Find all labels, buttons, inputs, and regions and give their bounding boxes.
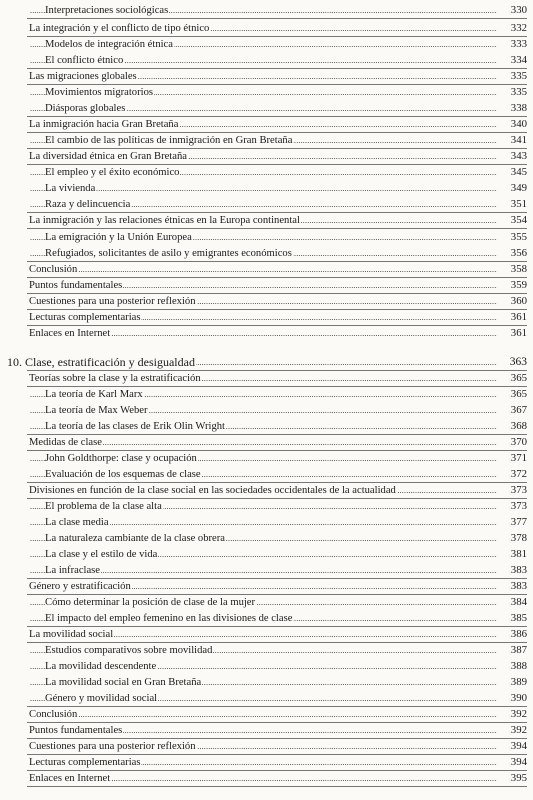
toc-section (0, 310, 533, 325)
entry-title: Raza y delincuencia (45, 199, 131, 210)
toc-subsection (0, 499, 533, 514)
separator-line (27, 786, 527, 787)
toc-section (0, 213, 533, 228)
entry-title: La diversidad étnica en Gran Bretaña (29, 151, 187, 162)
entry-title: Evaluación de los esquemas de clase (45, 469, 201, 480)
toc-subsection (0, 643, 533, 658)
toc-section (0, 707, 533, 722)
page-number: 383 (497, 579, 527, 594)
entry-title: Divisiones en función de la clase social en las sociedades occidentales de la actualidad (29, 485, 396, 496)
page-number: 338 (497, 101, 527, 116)
entry-title: Puntos fundamentales (29, 725, 123, 736)
page-number: 387 (497, 643, 527, 658)
toc-subsection (0, 691, 533, 706)
page-number: 343 (497, 149, 527, 164)
toc-subsection (0, 37, 533, 52)
toc-section (0, 723, 533, 738)
toc-subsection (0, 451, 533, 466)
toc-section (0, 278, 533, 293)
toc-section (0, 294, 533, 309)
page-number: 378 (497, 531, 527, 546)
separator-line (27, 18, 527, 19)
entry-title: Lecturas complementarias (29, 312, 141, 323)
page-number: 355 (497, 230, 527, 245)
entry-title: Conclusión (29, 264, 78, 275)
entry-title: La vivienda (45, 183, 96, 194)
page-number: 330 (497, 3, 527, 18)
toc-section (0, 627, 533, 642)
toc-subsection (0, 165, 533, 180)
page-number: 371 (497, 451, 527, 466)
toc-section (0, 579, 533, 594)
toc-section (0, 755, 533, 770)
page-number: 368 (497, 419, 527, 434)
toc-subsection (0, 387, 533, 402)
page-number: 367 (497, 403, 527, 418)
page-number: 373 (497, 483, 527, 498)
entry-title: La movilidad social (29, 629, 114, 640)
page-number: 363 (497, 355, 527, 370)
toc-section (0, 117, 533, 132)
toc-section (0, 149, 533, 164)
toc-subsection (0, 133, 533, 148)
page-number: 341 (497, 133, 527, 148)
toc-subsection (0, 531, 533, 546)
page-number: 389 (497, 675, 527, 690)
page-number: 335 (497, 85, 527, 100)
page-number: 394 (497, 739, 527, 754)
toc-section (0, 739, 533, 754)
toc-subsection (0, 419, 533, 434)
entry-title: Cuestiones para una posterior reflexión (29, 296, 196, 307)
entry-title: Género y estratificación (29, 581, 131, 592)
page-number: 340 (497, 117, 527, 132)
page-number: 365 (497, 387, 527, 402)
entry-title: Enlaces en Internet (29, 328, 111, 339)
entry-title: Conclusión (29, 709, 78, 720)
entry-title: Interpretaciones sociológicas (45, 5, 169, 16)
page-number: 334 (497, 53, 527, 68)
page-number: 388 (497, 659, 527, 674)
toc-section (0, 21, 533, 36)
dot-leader (30, 262, 500, 277)
entry-title: Puntos fundamentales (29, 280, 123, 291)
entry-title: La inmigración y las relaciones étnicas en la Europa continental (29, 215, 300, 226)
toc-subsection (0, 467, 533, 482)
toc-section (0, 771, 533, 786)
page-number: 360 (497, 294, 527, 309)
toc-subsection (0, 675, 533, 690)
toc-section (0, 69, 533, 84)
entry-title: Lecturas complementarias (29, 757, 141, 768)
entry-title: Modelos de integración étnica (45, 39, 173, 50)
page-number: 345 (497, 165, 527, 180)
entry-title: La naturaleza cambiante de la clase obrera (45, 533, 225, 544)
toc-subsection (0, 611, 533, 626)
entry-title: La emigración y la Unión Europea (45, 232, 192, 243)
entry-title: Cuestiones para una posterior reflexión (29, 741, 196, 752)
page-number: 373 (497, 499, 527, 514)
page-number: 356 (497, 246, 527, 261)
page-number: 351 (497, 197, 527, 212)
entry-title: Las migraciones globales (29, 71, 137, 82)
toc-subsection (0, 3, 533, 18)
toc-subsection (0, 230, 533, 245)
entry-title: El conflicto étnico (45, 55, 124, 66)
toc-section (0, 435, 533, 450)
toc-subsection (0, 197, 533, 212)
page-number: 361 (497, 326, 527, 341)
chapter-heading (0, 355, 533, 370)
entry-title: La integración y el conflicto de tipo étnico (29, 23, 210, 34)
toc-subsection (0, 515, 533, 530)
entry-title: La teoría de Max Weber (45, 405, 148, 416)
entry-title: La clase media (45, 517, 109, 528)
page-number: 372 (497, 467, 527, 482)
toc-subsection (0, 53, 533, 68)
dot-leader (30, 707, 500, 722)
toc-subsection (0, 547, 533, 562)
entry-title: Género y movilidad social (45, 693, 158, 704)
toc-section (0, 326, 533, 341)
toc-section (0, 262, 533, 277)
page-number: 358 (497, 262, 527, 277)
entry-title: El problema de la clase alta (45, 501, 162, 512)
entry-title: La inmigración hacia Gran Bretaña (29, 119, 179, 130)
page-number: 390 (497, 691, 527, 706)
entry-title: La teoría de Karl Marx (45, 389, 143, 400)
page-number: 370 (497, 435, 527, 450)
toc-subsection (0, 659, 533, 674)
entry-title: El impacto del empleo femenino en las divisiones de clase (45, 613, 293, 624)
page-number: 383 (497, 563, 527, 578)
entry-title: Teorías sobre la clase y la estratificación (29, 373, 201, 384)
entry-title: Refugiados, solicitantes de asilo y emigrantes económicos (45, 248, 292, 259)
entry-title: Enlaces en Internet (29, 773, 111, 784)
entry-title: Diásporas globales (45, 103, 126, 114)
entry-title: Estudios comparativos sobre movilidad (45, 645, 213, 656)
page-number: 392 (497, 723, 527, 738)
entry-title: Medidas de clase (29, 437, 102, 448)
toc-subsection (0, 595, 533, 610)
page-number: 333 (497, 37, 527, 52)
entry-title: La clase y el estilo de vida (45, 549, 158, 560)
toc-section (0, 483, 533, 498)
page-number: 377 (497, 515, 527, 530)
entry-title: John Goldthorpe: clase y ocupación (45, 453, 197, 464)
entry-title: El cambio de las políticas de inmigración en Gran Bretaña (45, 135, 293, 146)
toc-subsection (0, 101, 533, 116)
separator-line (27, 228, 527, 229)
dot-leader (30, 181, 500, 196)
page-number: 392 (497, 707, 527, 722)
page-number: 361 (497, 310, 527, 325)
entry-title: 10. Clase, estratificación y desigualdad (7, 355, 195, 369)
page-number: 359 (497, 278, 527, 293)
page-number: 354 (497, 213, 527, 228)
entry-title: Movimientos migratorios (45, 87, 153, 98)
page-number: 381 (497, 547, 527, 562)
page-number: 386 (497, 627, 527, 642)
toc-subsection (0, 563, 533, 578)
toc-subsection (0, 181, 533, 196)
entry-title: El empleo y el éxito económico (45, 167, 180, 178)
page-number: 385 (497, 611, 527, 626)
page-number: 394 (497, 755, 527, 770)
page-number: 332 (497, 21, 527, 36)
page-number: 384 (497, 595, 527, 610)
toc-subsection (0, 403, 533, 418)
entry-title: La movilidad social en Gran Bretaña (45, 677, 202, 688)
page-number: 365 (497, 371, 527, 386)
page-number: 335 (497, 69, 527, 84)
entry-title: La teoría de las clases de Erik Olin Wright (45, 421, 226, 432)
page-number: 395 (497, 771, 527, 786)
toc-subsection (0, 85, 533, 100)
entry-title: La movilidad descendente (45, 661, 157, 672)
toc-section (0, 371, 533, 386)
entry-title: La infraclase (45, 565, 100, 576)
toc-subsection (0, 246, 533, 261)
page-number: 349 (497, 181, 527, 196)
entry-title: Cómo determinar la posición de clase de la mujer (45, 597, 256, 608)
